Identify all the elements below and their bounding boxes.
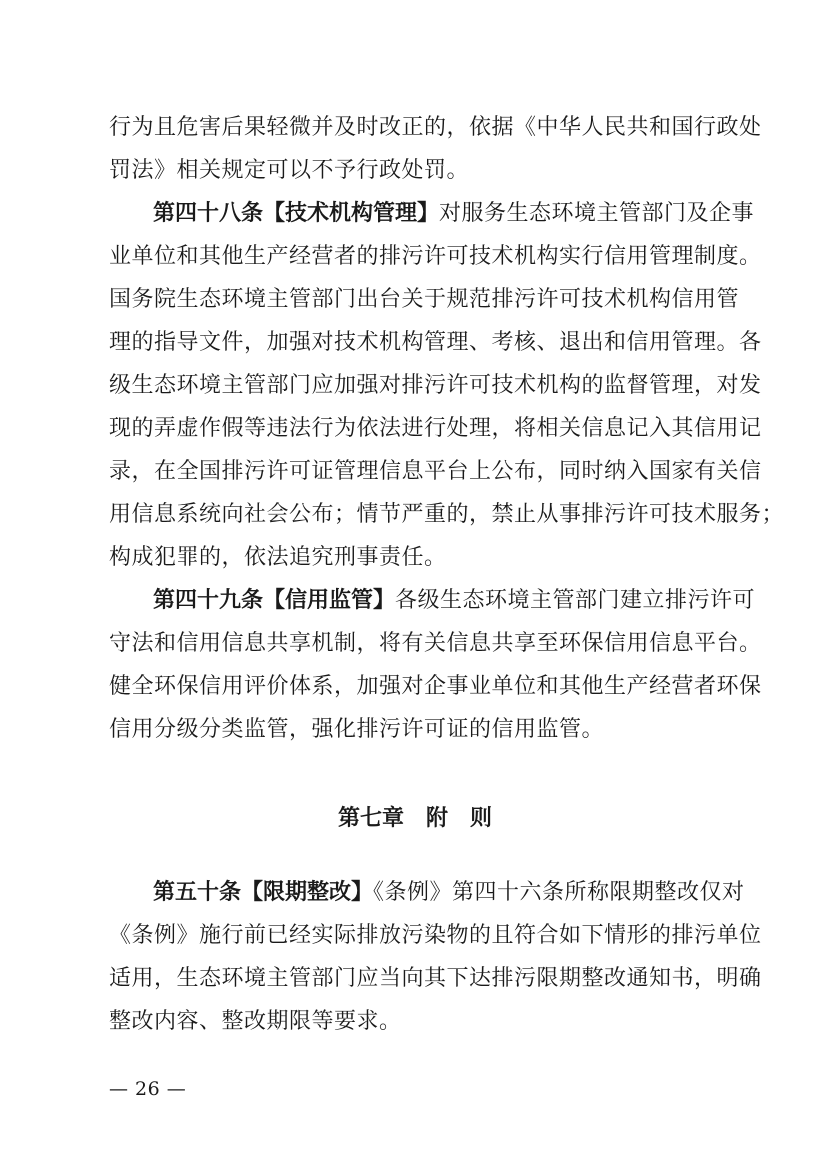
paragraph-line: 守法和信用信息共享机制，将有关信息共享至环保信用信息平台。 xyxy=(109,631,762,656)
article-49-text: 各级生态环境主管部门建立排污许可 xyxy=(395,588,756,613)
page-number: — 26 — xyxy=(109,1078,187,1100)
paragraph-line: 整改内容、整改期限等要求。 xyxy=(109,1009,402,1034)
paragraph-line: 适用，生态环境主管部门应当向其下达排污限期整改通知书，明确 xyxy=(109,966,762,991)
paragraph-line: 现的弄虚作假等违法行为依法进行处理，将相关信息记入其信用记 xyxy=(109,416,762,441)
paragraph-line: 用信息系统向社会公布；情节严重的，禁止从事排污许可技术服务； xyxy=(109,502,785,527)
article-48-first-line xyxy=(109,198,755,241)
article-48-title: 第四十八条【技术机构管理】 xyxy=(153,201,440,226)
paragraph-line: 录，在全国排污许可证管理信息平台上公布，同时纳入国家有关信 xyxy=(109,459,762,484)
paragraph-line: 国务院生态环境主管部门出台关于规范排污许可技术机构信用管 xyxy=(109,287,740,312)
document-page xyxy=(109,112,785,1049)
paragraph-line: 业单位和其他生产经营者的排污许可技术机构实行信用管理制度。 xyxy=(109,244,762,269)
spacer xyxy=(109,835,721,877)
spacer xyxy=(109,757,721,803)
article-48-text: 对服务生态环境主管部门及企事 xyxy=(439,201,755,226)
chapter-heading: 第七章 附 则 xyxy=(337,806,492,831)
article-50-text: 《条例》第四十六条所称限期整改仅对 xyxy=(373,880,745,905)
article-49-first-line xyxy=(109,585,756,628)
paragraph-line: 构成犯罪的，依法追究刑事责任。 xyxy=(109,545,447,570)
article-50-title: 第五十条【限期整改】 xyxy=(153,880,374,905)
paragraph-line: 健全环保信用评价体系，加强对企事业单位和其他生产经营者环保 xyxy=(109,674,762,699)
paragraph-line: 信用分级分类监管，强化排污许可证的信用监管。 xyxy=(109,717,605,742)
article-49-title: 第四十九条【信用监管】 xyxy=(153,588,396,613)
paragraph-line: 罚法》相关规定可以不予行政处罚。 xyxy=(109,158,470,183)
paragraph-line: 行为且危害后果轻微并及时改正的，依据《中华人民共和国行政处 xyxy=(109,115,762,140)
article-50-first-line xyxy=(109,877,745,920)
paragraph-line: 级生态环境主管部门应加强对排污许可技术机构的监督管理，对发 xyxy=(109,373,762,398)
paragraph-line: 《条例》施行前已经实际排放污染物的且符合如下情形的排污单位 xyxy=(109,923,762,948)
paragraph-line: 理的指导文件，加强对技术机构管理、考核、退出和信用管理。各 xyxy=(109,330,762,355)
